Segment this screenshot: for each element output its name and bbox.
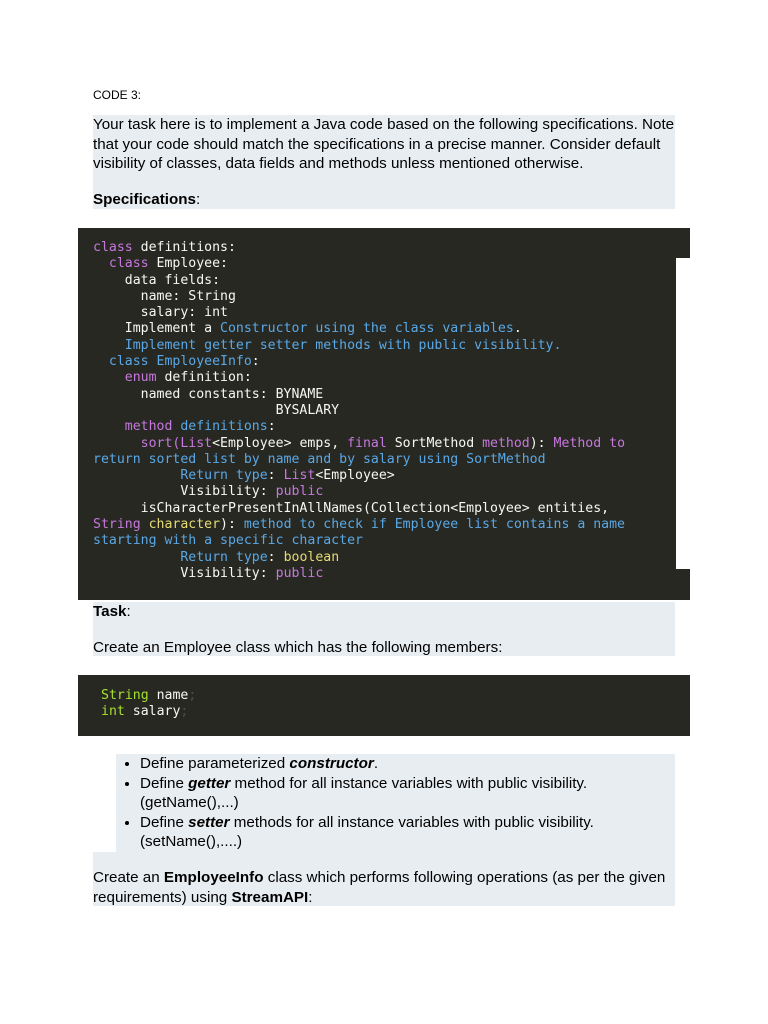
code-token: ; — [180, 704, 189, 720]
code-token: int — [101, 704, 125, 720]
list-item — [140, 754, 675, 774]
code-token: class — [93, 240, 133, 255]
code-token: ): — [220, 517, 244, 533]
code-token: Implement a — [93, 321, 221, 337]
code-line: Implement getter setter methods with public visibility. — [93, 337, 562, 353]
code-token: character — [140, 517, 221, 533]
task-block — [93, 602, 675, 656]
text-run: Create an — [93, 869, 164, 886]
code-token: SortMethod — [386, 435, 483, 451]
code-token: String — [101, 688, 149, 703]
code-token: ; — [188, 688, 197, 703]
code-line: BYSALARY — [93, 402, 340, 418]
code-line: salary: int — [93, 305, 228, 321]
employeeinfo-block — [93, 852, 675, 906]
code-token: Return type — [93, 468, 268, 484]
code-token: Visibility: — [93, 565, 276, 581]
code-token: List — [283, 468, 316, 484]
employeeinfo-paragraph — [93, 852, 675, 907]
members-code-block — [78, 675, 690, 736]
code-token: : — [267, 419, 276, 435]
intro-block — [93, 115, 675, 209]
bullet-emphasis: constructor — [289, 755, 374, 772]
code-token: method — [482, 435, 530, 451]
code-token: Visibility: — [93, 484, 276, 500]
code-token: : — [267, 549, 284, 565]
code-token: EmployeeInfo — [148, 354, 252, 370]
code-line: named constants: BYNAME — [93, 386, 324, 402]
code-token: salary — [124, 704, 181, 720]
bullet-emphasis: setter — [188, 813, 230, 831]
list-item — [140, 813, 675, 852]
text-strong: EmployeeInfo — [163, 869, 264, 886]
bullet-text: . — [373, 755, 379, 772]
code-token: <Employee> — [315, 468, 395, 484]
code-line: starting with a specific character — [93, 533, 363, 549]
code-line: name: String — [93, 288, 236, 304]
text-run: class which performs following operations (as per the given requirements) using — [93, 869, 666, 906]
spec-heading-colon: : — [195, 190, 201, 208]
code-token: Constructor using the class variables — [220, 321, 514, 337]
members-bullet-list — [116, 754, 675, 852]
code-token: name — [148, 688, 189, 703]
spec-code-block — [78, 228, 690, 600]
code-token: sort( — [93, 435, 181, 451]
code-label: CODE 3: — [93, 88, 142, 102]
code-line: isCharacterPresentInAllNames(Collection<Employee> entities, — [93, 500, 610, 516]
code-token: public — [275, 484, 324, 500]
code-token: . — [513, 321, 522, 337]
code-token: final — [347, 435, 387, 451]
code-token: class — [93, 354, 149, 370]
code-token: public — [275, 565, 324, 581]
text-strong: StreamAPI — [231, 888, 309, 906]
members-code — [101, 688, 196, 721]
bullet-emphasis: getter — [188, 774, 231, 792]
code-token: enum — [93, 370, 157, 386]
bullet-text: methods for all instance variables with public visibility. (setName(),....) — [140, 813, 594, 851]
text-run: : — [308, 888, 313, 906]
code-token: definitions — [172, 419, 268, 435]
bullet-text: Define parameterized — [140, 755, 290, 772]
code-token: <Employee> emps, — [212, 435, 348, 451]
intro-paragraph: Your task here is to implement a Java code based on the following specifications. Note that your code should match the specifications in a precise manner. Consider default visibility of classes, data fields and methods unless mentioned otherwise. — [93, 116, 675, 173]
code-token: class — [93, 256, 149, 272]
code-token: ): — [529, 435, 554, 451]
code-token: definitions: — [132, 240, 236, 255]
code-token: boolean — [283, 549, 340, 565]
spec-heading-text: Specifications — [93, 190, 196, 208]
list-item — [140, 774, 675, 813]
code-token: Return type — [93, 549, 268, 565]
code-token: method to check if Employee list contains a name — [243, 517, 625, 533]
code-line: data fields: — [93, 272, 221, 288]
task-heading — [93, 602, 675, 622]
bullet-text: Define — [140, 813, 189, 831]
bullet-text: Define — [140, 774, 189, 792]
code-token: Method to — [553, 435, 626, 451]
spec-code — [93, 240, 690, 582]
code-token: method — [93, 419, 173, 435]
code-token: List — [180, 435, 213, 451]
code-token: : — [251, 354, 260, 370]
task-line: Create an Employee class which has the following members: — [93, 638, 503, 656]
code-token: definition: — [156, 370, 252, 386]
bullet-text: method for all instance variables with public visibility. (getName(),...) — [140, 774, 588, 812]
code-token: String — [93, 517, 141, 533]
code-token: Employee: — [148, 256, 228, 272]
task-heading-text: Task — [93, 603, 127, 620]
page-margin-strip — [676, 258, 690, 569]
task-heading-colon: : — [126, 603, 131, 620]
code-token: : — [267, 468, 284, 484]
code-line: return sorted list by name and by salary using SortMethod — [93, 451, 546, 467]
spec-heading — [93, 190, 675, 210]
